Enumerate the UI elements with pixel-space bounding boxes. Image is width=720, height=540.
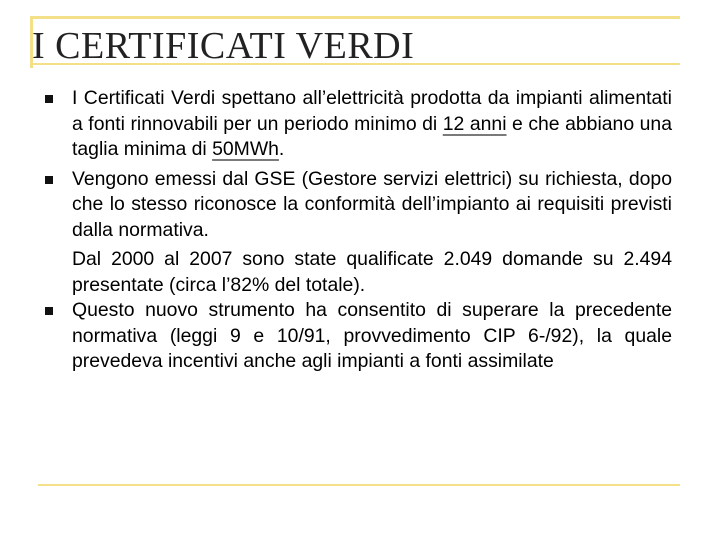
bullet-text-1 xyxy=(72,86,672,163)
bullet-1-text-after: . xyxy=(278,138,285,160)
duration-underlined: 12 anni xyxy=(442,112,507,135)
bullet-text-2: Vengono emessi dal GSE (Gestore servizi elettrici) su richiesta, dopo che lo stesso riconosce la conformità dell’impianto ai requisiti previsti dalla normativa. xyxy=(72,167,672,241)
accent-bottom-line xyxy=(38,484,680,486)
bullet-1-text-before: I Certificati Verdi spettano all’elettricità prodotta da impianti alimentati a fonti rinnovabili per un periodo minimo di xyxy=(72,87,672,135)
square-bullet-icon xyxy=(45,176,53,184)
size-underlined: 50MWh xyxy=(212,138,279,160)
bullet-1-text-middle: e che abbiano una taglia minima di xyxy=(72,112,672,160)
square-bullet-icon xyxy=(45,95,53,103)
bullet-list xyxy=(42,86,672,375)
bullet-text-3: Questo nuovo strumento ha consentito di superare la precedente normativa (leggi 9 e 10/91, provvedimento CIP 6-/92), la quale prevedeva incentivi anche agli impianti a fonti assimilate xyxy=(72,299,672,372)
bullet-2-continuation: Dal 2000 al 2007 sono state qualificate 2.049 domande su 2.494 presentate (circa l’82% del totale). xyxy=(72,248,672,296)
accent-top-line xyxy=(30,16,680,19)
bullet-item-1 xyxy=(42,86,672,163)
bullet-item-2 xyxy=(42,167,672,299)
slide-title: I CERTIFICATI VERDI xyxy=(32,25,415,67)
square-bullet-icon xyxy=(45,307,53,315)
bullet-item-3 xyxy=(42,298,672,375)
